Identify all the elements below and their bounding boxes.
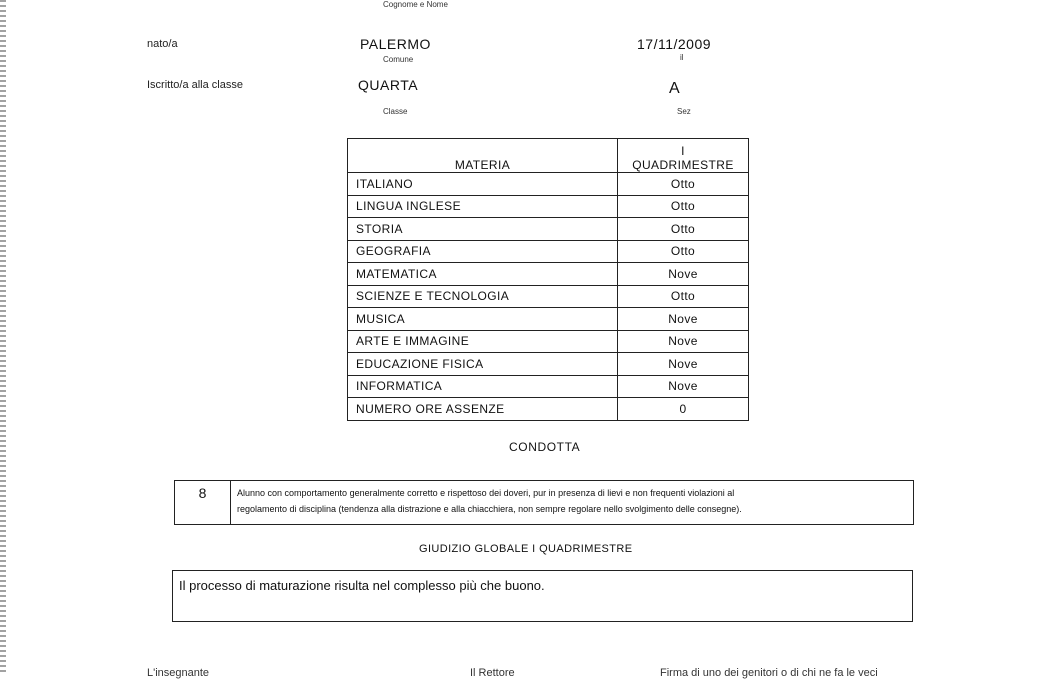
- subject-cell: GEOGRAFIA: [348, 240, 618, 263]
- table-row: [348, 330, 749, 353]
- table-row: [348, 353, 749, 376]
- footer-parent-signature: Firma di uno dei genitori o di chi ne fa le veci: [660, 667, 878, 679]
- grade-cell: Nove: [618, 330, 749, 353]
- table-row: [348, 398, 749, 421]
- conduct-score-box: [174, 480, 231, 525]
- subject-cell: STORIA: [348, 218, 618, 241]
- col-term-line2: QUADRIMESTRE: [632, 158, 734, 172]
- section-caption: Sez: [677, 107, 691, 116]
- subject-cell: MATEMATICA: [348, 263, 618, 286]
- table-row: [348, 240, 749, 263]
- subject-cell: ARTE E IMMAGINE: [348, 330, 618, 353]
- global-judgement-title: GIUDIZIO GLOBALE I QUADRIMESTRE: [419, 543, 633, 555]
- grade-cell: Otto: [618, 173, 749, 196]
- grade-cell: Otto: [618, 218, 749, 241]
- col-term-line1: I: [681, 144, 685, 158]
- conduct-title: CONDOTTA: [509, 440, 581, 454]
- table-row: [348, 218, 749, 241]
- conduct-score: 8: [198, 485, 207, 501]
- grade-cell: Otto: [618, 285, 749, 308]
- subject-cell: LINGUA INGLESE: [348, 195, 618, 218]
- grade-cell: 0: [618, 398, 749, 421]
- subject-cell: INFORMATICA: [348, 375, 618, 398]
- table-row: [348, 173, 749, 196]
- conduct-text-line1: Alunno con comportamento generalmente corretto e rispettoso dei doveri, pur in presenza di lievi e non frequenti violazioni al: [237, 488, 735, 498]
- birth-date: 17/11/2009: [637, 36, 712, 52]
- conduct-text-line2: regolamento di disciplina (tendenza alla distrazione e alla chiacchiera, non sempre regolare nello svolgimento delle consegne).: [237, 504, 742, 514]
- subject-cell: ITALIANO: [348, 173, 618, 196]
- table-row: [348, 285, 749, 308]
- grade-cell: Nove: [618, 375, 749, 398]
- subject-cell: SCIENZE E TECNOLOGIA: [348, 285, 618, 308]
- birth-place-caption: Comune: [383, 55, 414, 64]
- table-row: [348, 375, 749, 398]
- class-label: Iscritto/a alla classe: [147, 79, 243, 91]
- birth-place: PALERMO: [360, 36, 431, 52]
- subject-cell: MUSICA: [348, 308, 618, 331]
- global-judgement-text: Il processo di maturazione risulta nel complesso più che buono.: [179, 578, 545, 593]
- table-row: [348, 263, 749, 286]
- cognome-nome-caption: Cognome e Nome: [383, 0, 448, 9]
- table-row: [348, 195, 749, 218]
- grades-table: [347, 138, 749, 421]
- class-value: QUARTA: [358, 77, 419, 93]
- global-judgement-box: [172, 570, 913, 622]
- subject-cell: EDUCAZIONE FISICA: [348, 353, 618, 376]
- class-caption: Classe: [383, 107, 408, 116]
- section-value: A: [669, 80, 681, 97]
- birth-date-caption: il: [680, 53, 684, 62]
- col-term-header: [618, 139, 749, 173]
- grade-cell: Nove: [618, 263, 749, 286]
- conduct-text-box: [230, 480, 914, 525]
- grades-header-row: [348, 139, 749, 173]
- birth-label: nato/a: [147, 38, 178, 50]
- scan-edge-strip: [0, 0, 6, 675]
- subject-cell: NUMERO ORE ASSENZE: [348, 398, 618, 421]
- col-subject-header: MATERIA: [348, 139, 618, 173]
- grade-cell: Nove: [618, 353, 749, 376]
- grade-cell: Otto: [618, 240, 749, 263]
- footer-teacher: L'insegnante: [147, 667, 210, 679]
- footer-rector: Il Rettore: [470, 667, 515, 679]
- grade-cell: Otto: [618, 195, 749, 218]
- table-row: [348, 308, 749, 331]
- grade-cell: Nove: [618, 308, 749, 331]
